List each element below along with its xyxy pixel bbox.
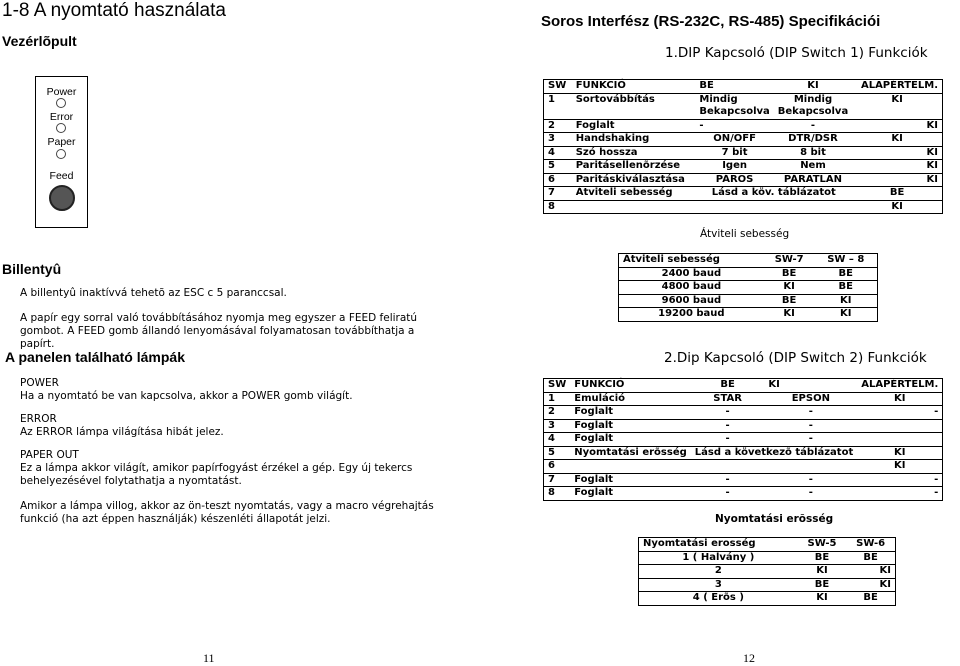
- table-cell: Lásd a következõ táblázatot: [691, 446, 857, 460]
- table-cell: 8: [544, 200, 572, 214]
- header-cell: BE: [691, 379, 765, 393]
- header-cell: SW-7: [764, 254, 815, 268]
- dip1-title: 1.DIP Kapcsoló (DIP Switch 1) Funkciók: [665, 45, 928, 61]
- power-text: Ha a nyomtató be van kapcsolva, akkor a POWER gomb világít.: [20, 390, 353, 402]
- table-row: [544, 433, 943, 447]
- table-cell: -: [691, 487, 765, 501]
- header-cell: KI: [764, 379, 857, 393]
- header-cell: Nyomtatási erosség: [639, 538, 798, 552]
- table-row: [544, 187, 943, 201]
- table-cell: KI: [852, 200, 942, 214]
- table-cell: 9600 baud: [619, 294, 764, 308]
- table-row: [619, 281, 878, 295]
- table-cell: KI: [852, 160, 942, 174]
- table-cell: KI: [764, 281, 815, 295]
- header-cell: SW-6: [846, 538, 895, 552]
- table-cell: [857, 419, 943, 433]
- table-row: [619, 294, 878, 308]
- keys-paragraph-2: A papír egy sorral való továbbításához nyomja meg egyszer a FEED feliratú gombot. A FEED gomb állandó lenyomásával folyamatosan továbbíthatja a papírt.: [20, 312, 418, 350]
- table-cell: Foglalt: [570, 406, 691, 420]
- table-cell: -: [691, 473, 765, 487]
- table-row: [544, 460, 943, 474]
- table-cell: 1: [544, 93, 572, 119]
- error-led-icon: [56, 123, 66, 133]
- table-cell: 2: [544, 406, 571, 420]
- table-cell: 3: [639, 578, 798, 592]
- table-header-row: [544, 379, 943, 393]
- table-cell: EPSON: [764, 392, 857, 406]
- table-cell: BE: [798, 578, 847, 592]
- feed-button-icon: [49, 185, 75, 211]
- table-cell: BE: [798, 551, 847, 565]
- density-table: [638, 537, 896, 606]
- table-cell: KI: [798, 565, 847, 579]
- table-row: [544, 419, 943, 433]
- table-row: [619, 267, 878, 281]
- baud-table: [618, 253, 878, 322]
- table-cell: PÁRATLAN: [774, 173, 852, 187]
- table-cell: Foglalt: [570, 487, 691, 501]
- dip2-table: [543, 378, 943, 501]
- header-cell: KI: [774, 80, 852, 94]
- table-cell: -: [857, 473, 943, 487]
- table-cell: 1: [544, 392, 571, 406]
- section-lamps: A panelen található lámpák: [5, 349, 185, 365]
- error-title: ERROR: [20, 413, 57, 425]
- table-cell: 7: [544, 187, 572, 201]
- section-keys: Billentyû: [2, 261, 62, 277]
- table-cell: Szó hossza: [572, 146, 696, 160]
- table-row: [544, 200, 943, 214]
- table-cell: Paritásellenõrzése: [572, 160, 696, 174]
- table-cell: Foglalt: [570, 433, 691, 447]
- table-row: [639, 592, 896, 606]
- table-cell: [695, 200, 773, 214]
- power-title: POWER: [20, 377, 59, 389]
- header-cell: SW-5: [798, 538, 847, 552]
- table-cell: Nem: [774, 160, 852, 174]
- table-cell: KI: [852, 133, 942, 147]
- table-cell: 7 bit: [695, 146, 773, 160]
- error-text: Az ERROR lámpa világítása hibát jelez.: [20, 426, 224, 438]
- feed-label: Feed: [49, 170, 74, 182]
- table-cell: 3: [544, 133, 572, 147]
- paper-label: Paper: [47, 136, 76, 148]
- table-cell: -: [764, 473, 857, 487]
- table-cell: Mindig Bekapcsolva: [695, 93, 773, 119]
- table-cell: -: [857, 406, 943, 420]
- header-cell: ALAPÉRTELM.: [852, 80, 942, 94]
- table-cell: [570, 460, 691, 474]
- page-title-right: Soros Interfész (RS-232C, RS-485) Specifikációi: [541, 13, 881, 30]
- baud-caption: Átviteli sebesség: [700, 228, 790, 240]
- table-row: [544, 473, 943, 487]
- table-cell: 4: [544, 433, 571, 447]
- table-row: [544, 446, 943, 460]
- table-cell: KI: [846, 578, 895, 592]
- table-cell: KI: [852, 173, 942, 187]
- table-cell: PÁROS: [695, 173, 773, 187]
- table-row: [619, 308, 878, 322]
- table-cell: Foglalt: [570, 473, 691, 487]
- table-cell: 3: [544, 419, 571, 433]
- table-row: [639, 578, 896, 592]
- table-cell: 5: [544, 446, 571, 460]
- table-cell: 4 ( Erõs ): [639, 592, 798, 606]
- section-control-panel: Vezérlõpult: [2, 33, 77, 49]
- header-cell: SW: [544, 80, 572, 94]
- table-cell: -: [764, 433, 857, 447]
- page-title-left: 1-8 A nyomtató használata: [2, 0, 226, 21]
- table-cell: BE: [764, 267, 815, 281]
- table-cell: -: [764, 419, 857, 433]
- table-cell: 7: [544, 473, 571, 487]
- table-cell: -: [691, 419, 765, 433]
- table-cell: Mindig Bekapcsolva: [774, 93, 852, 119]
- table-row: [544, 392, 943, 406]
- table-cell: -: [691, 433, 765, 447]
- table-row: [639, 565, 896, 579]
- table-cell: -: [857, 487, 943, 501]
- table-cell: BE: [764, 294, 815, 308]
- dip1-table: [543, 79, 943, 214]
- table-cell: KI: [764, 308, 815, 322]
- table-cell: BE: [815, 281, 878, 295]
- control-panel-diagram: [35, 76, 88, 228]
- table-cell: Átviteli sebesség: [572, 187, 696, 201]
- table-row: [544, 133, 943, 147]
- table-cell: KI: [857, 446, 943, 460]
- header-cell: Átviteli sebesség: [619, 254, 764, 268]
- table-cell: [774, 200, 852, 214]
- keys-paragraph-1: A billentyû inaktívvá tehetõ az ESC c 5 paranccsal.: [20, 287, 287, 299]
- table-cell: [857, 433, 943, 447]
- table-cell: KI: [846, 565, 895, 579]
- error-label: Error: [49, 111, 74, 123]
- table-cell: [572, 200, 696, 214]
- header-cell: BE: [695, 80, 773, 94]
- table-cell: 2: [544, 119, 572, 133]
- table-cell: DTR/DSR: [774, 133, 852, 147]
- table-cell: Paritáskiválasztása: [572, 173, 696, 187]
- table-cell: KI: [852, 93, 942, 119]
- table-cell: KI: [798, 592, 847, 606]
- table-cell: 1 ( Halvány ): [639, 551, 798, 565]
- table-cell: 4: [544, 146, 572, 160]
- table-header-row: [544, 80, 943, 94]
- paper-led-icon: [56, 149, 66, 159]
- table-cell: Nyomtatási erõsség: [570, 446, 691, 460]
- table-cell: 2: [639, 565, 798, 579]
- table-cell: -: [691, 406, 765, 420]
- table-cell: KI: [852, 146, 942, 160]
- table-cell: Foglalt: [572, 119, 696, 133]
- paperout-title: PAPER OUT: [20, 449, 79, 461]
- table-row: [544, 119, 943, 133]
- table-cell: KI: [852, 119, 942, 133]
- power-led-icon: [56, 98, 66, 108]
- header-cell: SW: [544, 379, 571, 393]
- table-row: [544, 487, 943, 501]
- table-row: [544, 160, 943, 174]
- table-cell: 2400 baud: [619, 267, 764, 281]
- header-cell: SW – 8: [815, 254, 878, 268]
- table-row: [544, 406, 943, 420]
- table-cell: -: [764, 406, 857, 420]
- table-cell: BE: [815, 267, 878, 281]
- dip2-title: 2.Dip Kapcsoló (DIP Switch 2) Funkciók: [664, 350, 927, 366]
- page-number-right: 12: [743, 651, 755, 665]
- table-row: [544, 173, 943, 187]
- table-header-row: [639, 538, 896, 552]
- table-cell: BE: [846, 551, 895, 565]
- table-cell: STAR: [691, 392, 765, 406]
- table-cell: -: [764, 487, 857, 501]
- table-cell: Emuláció: [570, 392, 691, 406]
- header-cell: FUNKCIÓ: [570, 379, 691, 393]
- table-cell: Foglalt: [570, 419, 691, 433]
- table-cell: BE: [846, 592, 895, 606]
- table-cell: KI: [857, 460, 943, 474]
- table-cell: KI: [857, 392, 943, 406]
- blink-text: Amikor a lámpa villog, akkor az ön-teszt nyomtatás, vagy a macro végrehajtás funkció (ha azt éppen használják) készenléti állapotát jelzi.: [20, 500, 434, 525]
- table-header-row: [619, 254, 878, 268]
- table-cell: 8: [544, 487, 571, 501]
- table-cell: 6: [544, 173, 572, 187]
- table-cell: [764, 460, 857, 474]
- header-cell: ALAPÉRTELM.: [857, 379, 943, 393]
- header-cell: FUNKCIÓ: [572, 80, 696, 94]
- table-cell: 19200 baud: [619, 308, 764, 322]
- paperout-text: Ez a lámpa akkor világít, amikor papírfogyást érzékel a gép. Egy új tekercs behelyezésével folytathatja a nyomtatást.: [20, 462, 413, 487]
- table-cell: KI: [815, 294, 878, 308]
- power-label: Power: [46, 86, 77, 98]
- table-cell: 8 bit: [774, 146, 852, 160]
- page-number-left: 11: [203, 651, 215, 665]
- table-cell: -: [774, 119, 852, 133]
- table-cell: ON/OFF: [695, 133, 773, 147]
- density-caption: Nyomtatási erõsség: [715, 513, 834, 525]
- table-row: [639, 551, 896, 565]
- table-cell: Igen: [695, 160, 773, 174]
- table-cell: 5: [544, 160, 572, 174]
- table-cell: Handshaking: [572, 133, 696, 147]
- table-row: [544, 146, 943, 160]
- table-cell: [691, 460, 765, 474]
- table-cell: KI: [815, 308, 878, 322]
- table-cell: 4800 baud: [619, 281, 764, 295]
- table-cell: -: [695, 119, 773, 133]
- table-row: [544, 93, 943, 119]
- table-cell: Sortovábbítás: [572, 93, 696, 119]
- table-cell: 6: [544, 460, 571, 474]
- table-cell: BE: [852, 187, 942, 201]
- table-cell: Lásd a köv. táblázatot: [695, 187, 852, 201]
